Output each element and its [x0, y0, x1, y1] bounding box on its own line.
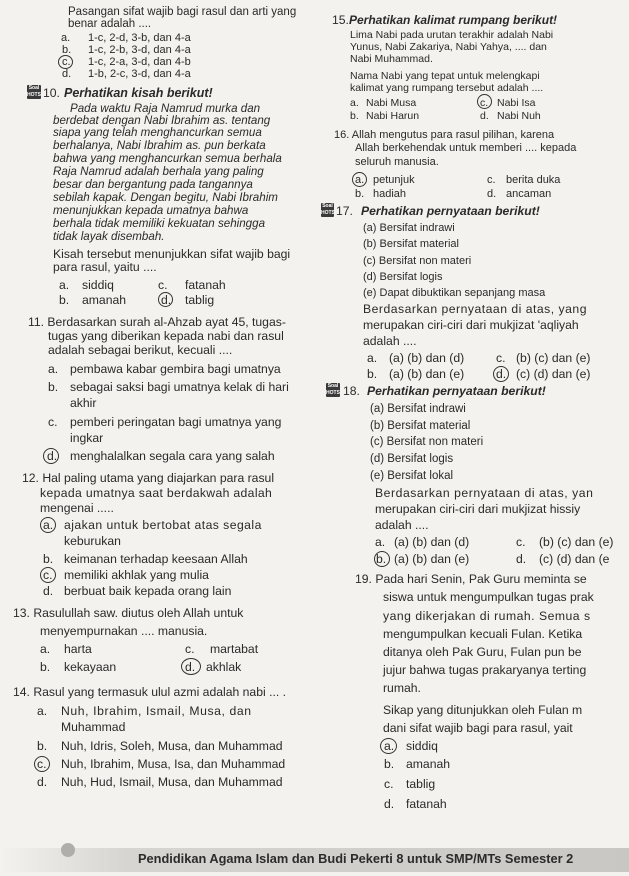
q19-opt-b[interactable]: amanah: [406, 757, 451, 771]
q12-opt-a[interactable]: ajakan untuk bertobat atas segala: [64, 518, 262, 532]
q17-opt-b[interactable]: (a) (b) dan (e): [389, 367, 465, 381]
q13-opt-b-label: b.: [40, 660, 51, 674]
q9-opt-c-label: c.: [62, 56, 71, 68]
intro-line-1: Pasangan sifat wajib bagi rasul dan arti yang: [68, 6, 297, 18]
q9-opt-b-label: b.: [62, 44, 72, 56]
q12-line-1: 12. Hal paling utama yang diajarkan para rasul: [22, 471, 275, 485]
q18-item: (e) Bersifat lokal: [370, 470, 454, 482]
q11-opt-b-cont: akhir: [70, 396, 97, 410]
q16-opt-c-label: c.: [487, 174, 496, 186]
q12-opt-b[interactable]: keimanan terhadap keesaan Allah: [64, 552, 248, 566]
q10-opt-b[interactable]: amanah: [82, 293, 127, 307]
q11-opt-b[interactable]: sebagai saksi bagi umatnya kelak di hari: [70, 380, 289, 394]
q15-opt-b[interactable]: Nabi Harun: [366, 110, 420, 122]
q13-line-1: 13. Rasulullah saw. diutus oleh Allah untuk: [13, 606, 244, 620]
q17-item: (e) Dapat dibuktikan sepanjang masa: [363, 287, 546, 299]
q19-text: dani sifat wajib bagi para rasul, yait: [383, 721, 573, 735]
q18-opt-b-label: b.: [376, 552, 387, 566]
q11-opt-c[interactable]: pemberi peringatan bagi umatnya yang: [70, 415, 282, 429]
q14-opt-d[interactable]: Nuh, Hud, Ismail, Musa, dan Muhammad: [61, 775, 283, 789]
story-line: besar dan bergantung pada tangannya: [53, 178, 253, 191]
q13-opt-b[interactable]: kekayaan: [64, 660, 117, 674]
q19-opt-c[interactable]: tablig: [406, 777, 436, 791]
q13-opt-c[interactable]: martabat: [210, 642, 259, 656]
q12-opt-a-label: a.: [43, 518, 54, 532]
q11-line-1: 11. Berdasarkan surah al-Ahzab ayat 45, tugas-: [28, 315, 286, 329]
q19-text: rumah.: [383, 681, 421, 695]
q16-line-2: Allah berkehendak untuk memberi .... kepada: [355, 142, 577, 154]
q15-text: kalimat yang rumpang tersebut adalah ....: [350, 82, 544, 94]
q10-question-line-2: para rasul, yaitu ....: [53, 260, 157, 274]
q12-opt-d-label: d.: [43, 584, 54, 598]
q15-text: Yunus, Nabi Zakariya, Nabi Yahya, .... dan: [350, 41, 547, 53]
q17-opt-c[interactable]: (b) (c) dan (e): [516, 351, 591, 365]
footer: [110, 848, 629, 870]
q19-text: 19. Pada hari Senin, Pak Guru meminta se: [355, 572, 587, 586]
q17-opt-d-label: d.: [496, 367, 507, 381]
q18-question: Berdasarkan pernyataan di atas, yan: [375, 486, 594, 500]
q10-opt-b-label: b.: [59, 293, 70, 307]
q17-opt-a-label: a.: [367, 351, 378, 365]
q18-item: (c) Bersifat non materi: [370, 436, 484, 448]
q19-opt-b-label: b.: [384, 757, 395, 771]
q17-opt-a[interactable]: (a) (b) dan (d): [389, 351, 465, 365]
q19-opt-d-label: d.: [384, 797, 395, 811]
q17-opt-c-label: c.: [496, 351, 506, 365]
q12-opt-c[interactable]: memiliki akhlak yang mulia: [64, 568, 209, 582]
q11-opt-d[interactable]: menghalalkan segala cara yang salah: [70, 449, 275, 463]
q14-opt-d-label: d.: [37, 775, 48, 789]
q15-opt-a-label: a.: [350, 97, 359, 109]
q19-text: ditanya oleh Pak Guru, Fulan pun be: [383, 645, 582, 659]
q12-opt-a-cont: keburukan: [64, 534, 121, 548]
q14-line: 14. Rasul yang termasuk ulul azmi adalah nabi ... .: [13, 685, 287, 699]
q9-opt-c[interactable]: 1-c, 2-a, 3-d, dan 4-b: [88, 56, 191, 68]
q10-opt-a-label: a.: [59, 278, 70, 292]
q15-title: Perhatikan kalimat rumpang berikut!: [349, 13, 558, 27]
q16-opt-a-label: a.: [355, 174, 365, 186]
intro-line-2: benar adalah ....: [68, 18, 152, 30]
q17-question: adalah ....: [363, 334, 417, 348]
q14-opt-b[interactable]: Nuh, Idris, Soleh, Musa, dan Muhammad: [61, 739, 283, 753]
q18-opt-c-label: c.: [516, 535, 526, 549]
q19-text: yang dikerjakan di rumah. Semua s: [383, 609, 591, 623]
q10-number: 10.: [43, 86, 60, 100]
q12-opt-d[interactable]: berbuat baik kepada orang lain: [64, 584, 232, 598]
q18-opt-d-label: d.: [516, 552, 527, 566]
q18-number: 18.: [343, 384, 360, 398]
q9-opt-a[interactable]: 1-c, 2-d, 3-b, dan 4-a: [88, 32, 191, 44]
q19-text: siswa untuk mengumpulkan tugas prak: [383, 590, 594, 604]
q16-opt-a[interactable]: petunjuk: [373, 174, 415, 186]
q18-opt-b[interactable]: (a) (b) dan (e): [394, 552, 470, 566]
q9-opt-a-label: a.: [61, 32, 71, 44]
q17-title: Perhatikan pernyataan berikut!: [361, 204, 540, 218]
q12-opt-c-label: c.: [43, 568, 53, 582]
q18-opt-a-label: a.: [375, 535, 386, 549]
q15-opt-d-label: d.: [480, 110, 489, 122]
q19-opt-c-label: c.: [384, 777, 394, 791]
q11-opt-a[interactable]: pembawa kabar gembira bagi umatnya: [70, 362, 281, 376]
q18-question: adalah ....: [375, 518, 429, 532]
q18-item: (b) Bersifat material: [370, 420, 471, 432]
q11-line-3: adalah sebagai berikut, kecuali ....: [48, 343, 233, 357]
story-line: Raja Namrud adalah berhala yang paling: [53, 165, 264, 178]
hots-badge: Soal HOTS: [321, 203, 335, 216]
story-line: siapa yang telah menghancurkan semua: [53, 126, 262, 139]
q10-question-line-1: Kisah tersebut menunjukkan sifat wajib bagi: [53, 247, 291, 261]
q10-opt-a[interactable]: siddiq: [82, 278, 114, 292]
q10-opt-d-label: d.: [161, 293, 172, 307]
q17-item: (d) Bersifat logis: [363, 271, 443, 283]
q15-opt-a[interactable]: Nabi Musa: [366, 97, 417, 109]
q18-item: (d) Bersifat logis: [370, 453, 454, 465]
q14-opt-a-cont: Muhammad: [61, 720, 126, 734]
q11-opt-a-label: a.: [48, 362, 59, 376]
q11-opt-c-cont: ingkar: [70, 431, 104, 445]
story-line: menunjukkan kepada umatnya bahwa: [53, 204, 249, 217]
story-line: sebilah kapak. Dengan begitu, Nabi Ibrahim: [53, 191, 278, 204]
q9-opt-d[interactable]: 1-b, 2-c, 3-d, dan 4-a: [88, 68, 191, 80]
q12-line-2: kepada umatnya saat berdakwah adalah: [40, 486, 273, 500]
q17-opt-b-label: b.: [367, 367, 378, 381]
q16-opt-d[interactable]: ancaman: [506, 188, 552, 200]
q14-opt-a[interactable]: Nuh, Ibrahim, Ismail, Musa, dan: [61, 704, 252, 718]
q17-item: (a) Bersifat indrawi: [363, 222, 455, 234]
q15-opt-c-label: c.: [480, 97, 489, 109]
q11-line-2: tugas yang diberikan kepada nabi dan rasul: [48, 329, 284, 343]
q18-opt-c[interactable]: (b) (c) dan (e): [539, 535, 614, 549]
story-line: bahwa yang menghancurkan semua berhala: [53, 152, 282, 165]
q17-opt-d[interactable]: (c) (d) dan (e): [516, 367, 591, 381]
q18-title: Perhatikan pernyataan berikut!: [367, 384, 546, 398]
q13-opt-c-label: c.: [185, 642, 195, 656]
hots-badge: Soal HOTS: [27, 85, 41, 98]
story-line: berhalanya, Nabi Ibrahim as. pun berkata: [53, 139, 266, 152]
q16-line-1: 16. Allah mengutus para rasul pilihan, karena: [334, 129, 555, 141]
q19-text: mengumpulkan kecuali Fulan. Ketika: [383, 627, 583, 641]
q16-opt-c[interactable]: berita duka: [506, 174, 561, 186]
q16-opt-d-label: d.: [487, 188, 497, 200]
q15-opt-c[interactable]: Nabi Isa: [497, 97, 536, 109]
q17-question: Berdasarkan pernyataan di atas, yang: [363, 302, 587, 316]
q13-opt-d[interactable]: akhlak: [206, 660, 242, 674]
q11-opt-c-label: c.: [48, 415, 58, 429]
q13-opt-d-label: d.: [185, 660, 196, 674]
q9-opt-b[interactable]: 1-c, 2-b, 3-d, dan 4-a: [88, 44, 191, 56]
q17-item: (c) Bersifat non materi: [363, 255, 472, 267]
q17-number: 17.: [336, 204, 353, 218]
q13-opt-a-label: a.: [40, 642, 51, 656]
q10-opt-d[interactable]: tablig: [185, 293, 215, 307]
q13-line-2: menyempurnakan .... manusia.: [40, 624, 208, 638]
q17-question: merupakan ciri-ciri dari mukjizat 'aqliyah: [363, 318, 579, 332]
q9-opt-d-label: d.: [62, 68, 72, 80]
q18-item: (a) Bersifat indrawi: [370, 403, 466, 415]
q11-opt-d-label: d.: [47, 449, 58, 463]
q15-text: Lima Nabi pada urutan terakhir adalah Nabi: [350, 29, 554, 41]
story-line: berhala tidak memiliki kekuatan sehingga: [53, 217, 266, 230]
q14-opt-b-label: b.: [37, 739, 48, 753]
q17-item: (b) Bersifat material: [363, 238, 459, 250]
q19-opt-a-label: a.: [384, 739, 395, 753]
q10-opt-c-label: c.: [158, 278, 168, 292]
q19-text: Sikap yang ditunjukkan oleh Fulan m: [383, 703, 583, 717]
q19-opt-a[interactable]: siddiq: [406, 739, 438, 753]
hots-badge: Soal HOTS: [326, 383, 340, 396]
story-line: Pada waktu Raja Namrud murka dan: [70, 102, 261, 115]
q15-opt-d[interactable]: Nabi Nuh: [497, 110, 541, 122]
q15-number: 15.: [332, 13, 349, 27]
q11-opt-b-label: b.: [48, 380, 59, 394]
footer-book-title: Pendidikan Agama Islam dan Budi Pekerti 8 untuk SMP/MTs Semester 2: [138, 851, 574, 866]
q14-opt-c[interactable]: Nuh, Ibrahim, Musa, Isa, dan Muhammad: [61, 757, 286, 771]
q15-text: Nabi Muhammad.: [350, 53, 433, 65]
q14-opt-a-label: a.: [37, 704, 48, 718]
q12-line-3: mengenai .....: [40, 501, 114, 515]
story-line: tidak layak disembah.: [53, 230, 165, 243]
q15-opt-b-label: b.: [350, 110, 359, 122]
q18-question: merupakan ciri-ciri dari mukjizat hissiy: [375, 502, 581, 516]
q16-opt-b[interactable]: hadiah: [373, 188, 407, 200]
q13-opt-a[interactable]: harta: [64, 642, 92, 656]
q19-text: jujur bahwa tugas prakaryanya terting: [383, 663, 587, 677]
q19-opt-d[interactable]: fatanah: [406, 797, 447, 811]
q14-opt-c-label: c.: [37, 757, 47, 771]
q10-title: Perhatikan kisah berikut!: [64, 86, 213, 100]
q15-text: Nama Nabi yang tepat untuk melengkapi: [350, 70, 540, 82]
q16-line-3: seluruh manusia.: [355, 156, 439, 168]
q10-opt-c[interactable]: fatanah: [185, 278, 226, 292]
q16-opt-b-label: b.: [355, 188, 365, 200]
story-line: berdebat dengan Nabi Ibrahim as. tentang: [53, 114, 271, 127]
q18-opt-a[interactable]: (a) (b) dan (d): [394, 535, 470, 549]
q12-opt-b-label: b.: [43, 552, 54, 566]
q18-opt-d[interactable]: (c) (d) dan (e: [539, 552, 610, 566]
